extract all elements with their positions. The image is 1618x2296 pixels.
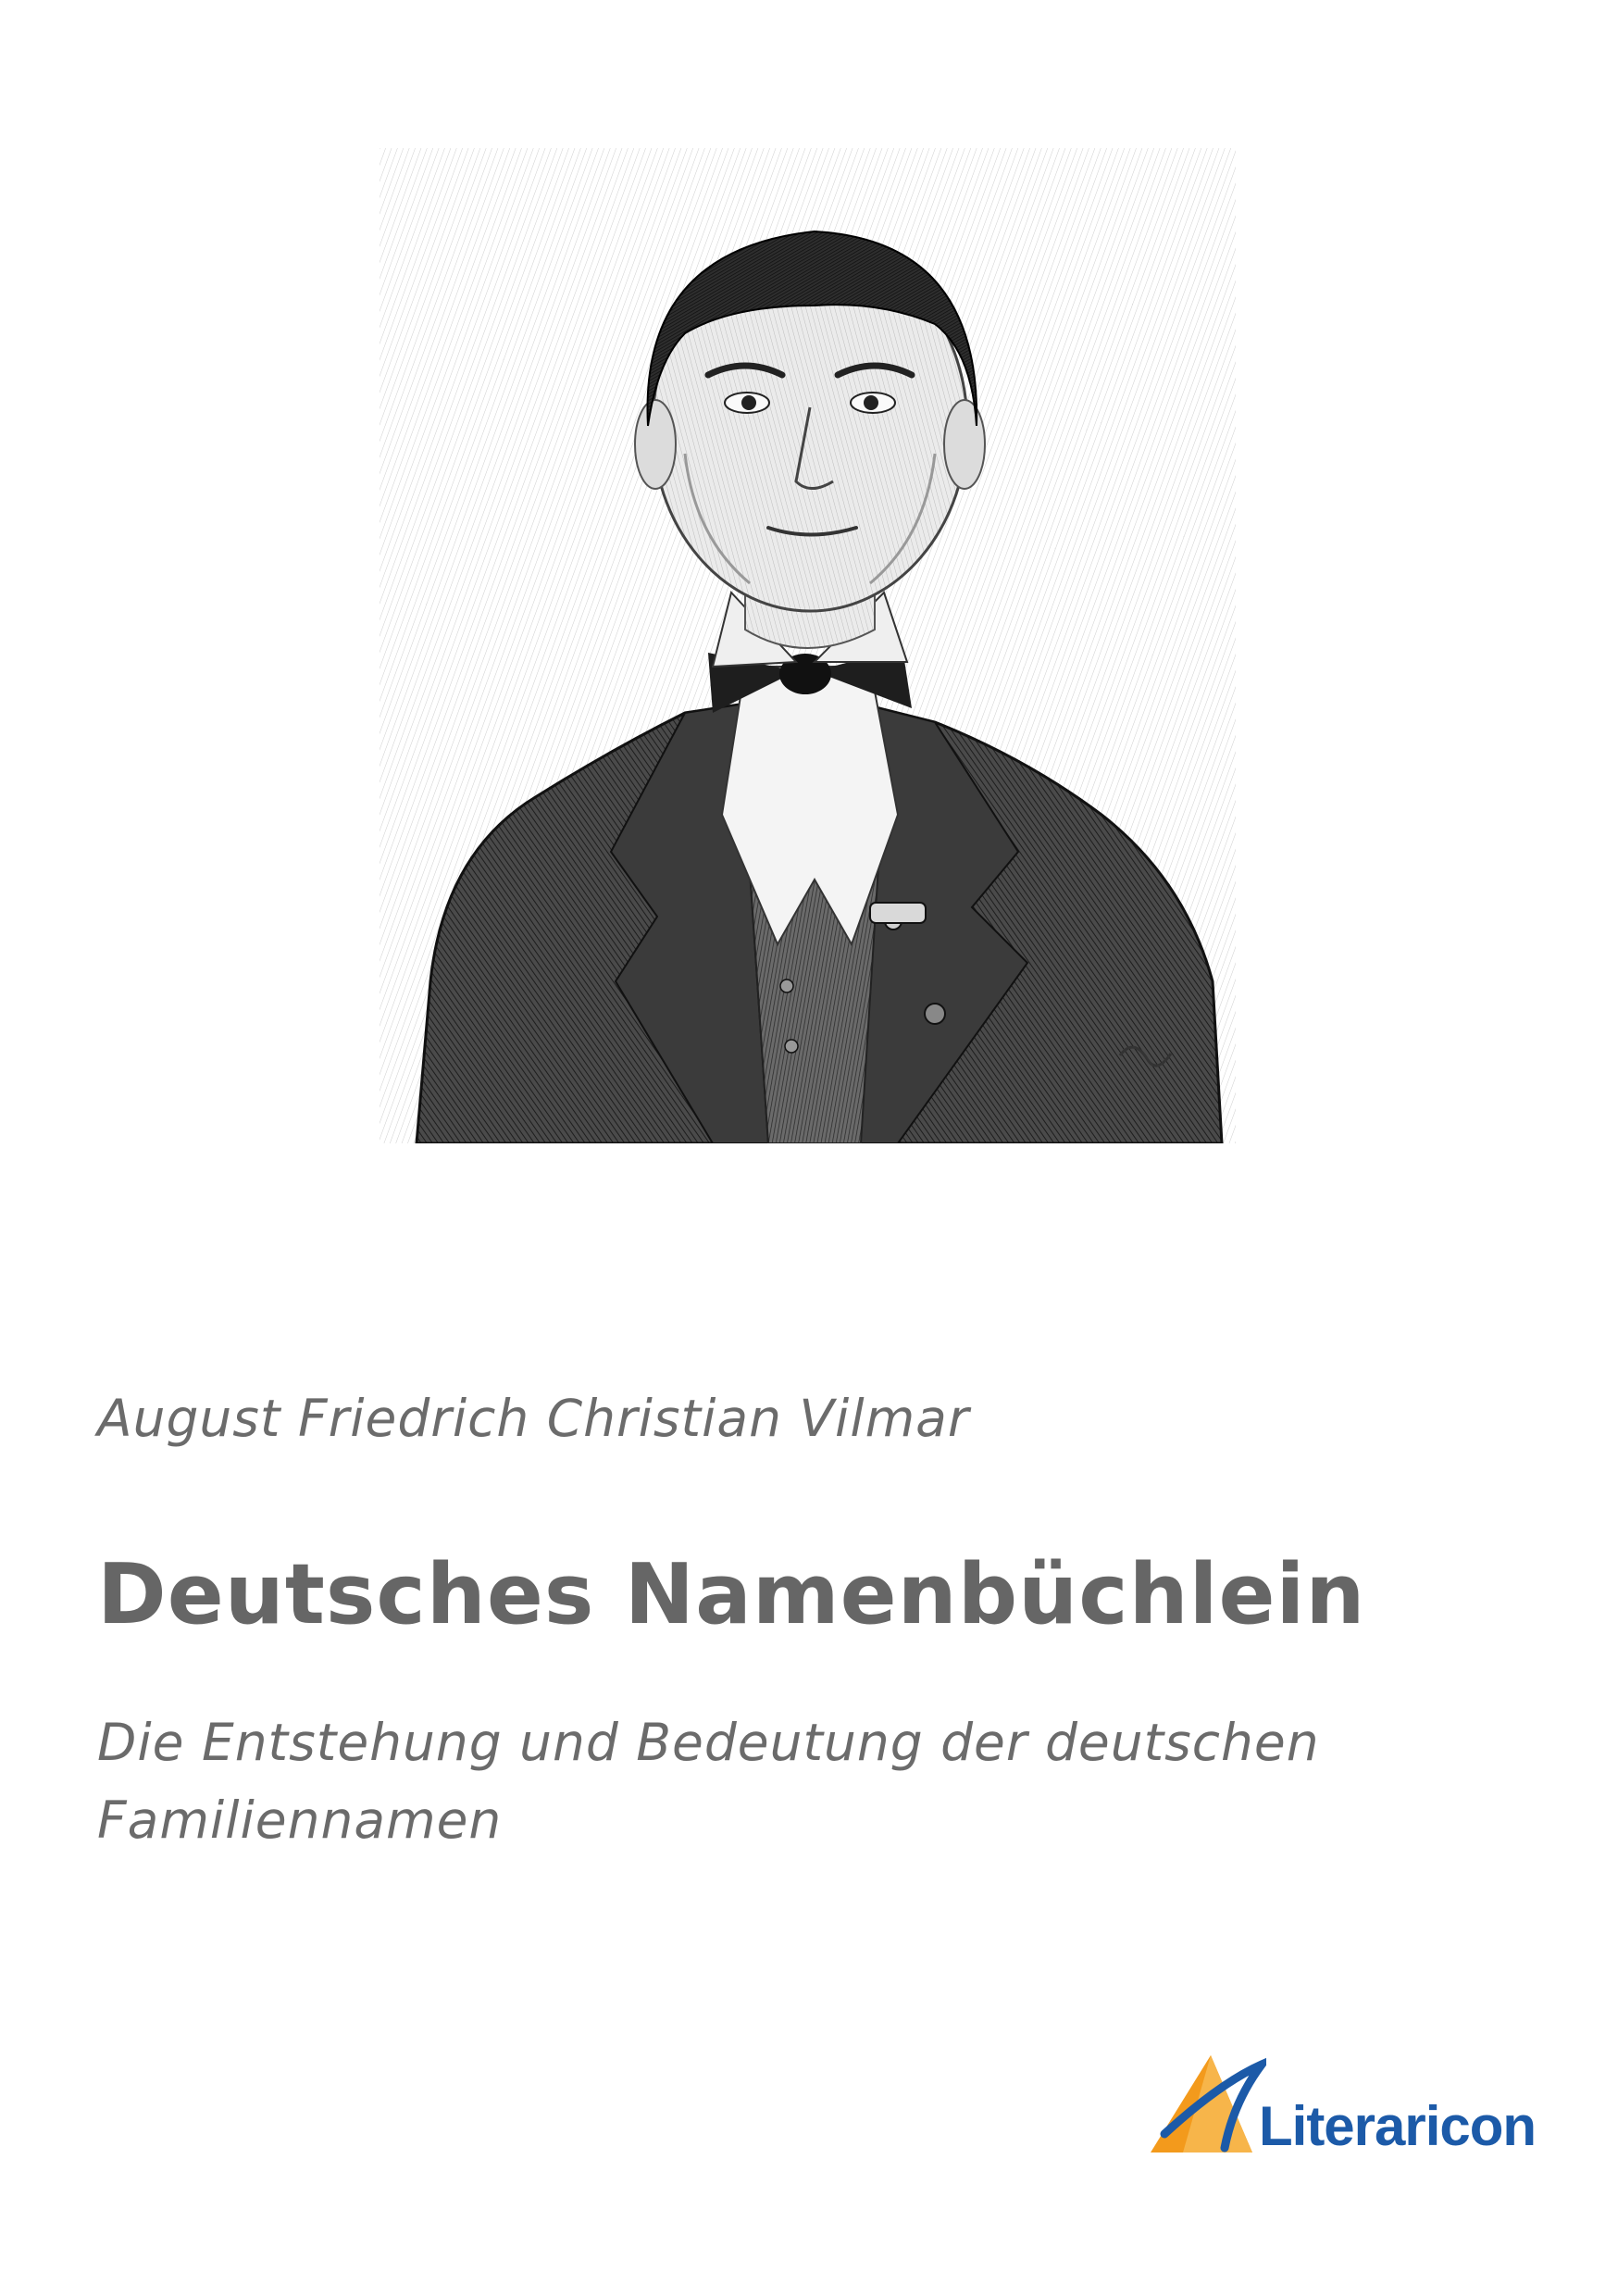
book-subtitle <box>97 1703 1486 1859</box>
author-name: August Friedrich Christian Vilmar <box>97 1389 970 1448</box>
portrait-illustration <box>380 148 1236 1143</box>
portrait-engraving <box>380 148 1236 1143</box>
subtitle-line-1: Die Entstehung und Bedeutung der deutschen <box>97 1713 1320 1772</box>
triangle-swoosh-logo-icon <box>1146 2046 1266 2157</box>
subtitle-line-2: Familiennamen <box>97 1791 503 1850</box>
publisher-name: Literaricon <box>1259 2095 1537 2157</box>
book-title: Deutsches Namenbüchlein <box>97 1546 1366 1643</box>
publisher-logo <box>1146 2046 1535 2166</box>
